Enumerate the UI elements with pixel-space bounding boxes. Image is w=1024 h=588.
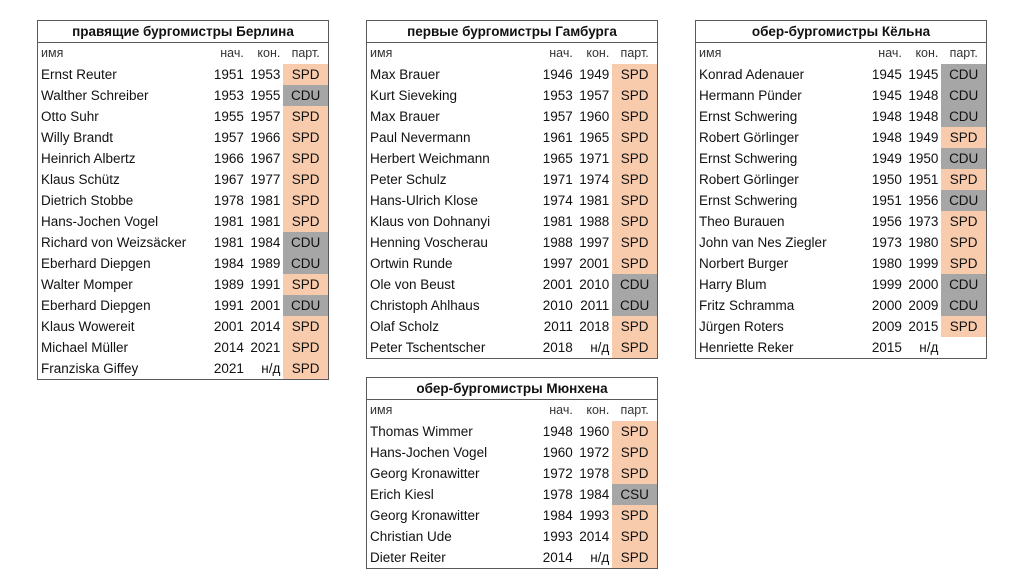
term-end: 2000 [908, 277, 939, 292]
term-start: 1956 [871, 214, 902, 229]
table-row [696, 253, 986, 274]
mayor-name: Willy Brandt [41, 130, 114, 145]
term-start: 1955 [213, 109, 244, 124]
mayor-name: Ole von Beust [370, 277, 455, 292]
mayor-name: John van Nes Ziegler [699, 235, 827, 250]
table-row [696, 337, 986, 358]
term-end: 1971 [579, 151, 610, 166]
party-badge: SPD [612, 211, 657, 232]
title-row [38, 21, 328, 43]
mayor-name: Paul Nevermann [370, 130, 471, 145]
party-badge: SPD [941, 211, 986, 232]
table-row [367, 442, 657, 463]
term-start: 2009 [871, 319, 902, 334]
column-header-end: кон. [586, 46, 610, 60]
party-badge: CSU [612, 484, 657, 505]
term-end: 1967 [250, 151, 281, 166]
party-badge: SPD [941, 169, 986, 190]
table-row [367, 211, 657, 232]
mayor-name: Walther Schreiber [41, 88, 149, 103]
mayor-name: Peter Tschentscher [370, 340, 486, 355]
party-badge: CDU [283, 85, 328, 106]
term-start: 2015 [871, 340, 902, 355]
table-row [696, 211, 986, 232]
mayor-name: Henning Voscherau [370, 235, 488, 250]
term-start: 2000 [871, 298, 902, 313]
table-row [367, 421, 657, 442]
term-start: 1948 [871, 109, 902, 124]
mayor-name: Klaus Schütz [41, 172, 120, 187]
term-start: 1997 [542, 256, 573, 271]
table-row [696, 85, 986, 106]
term-end: 1984 [250, 235, 281, 250]
term-start: 2014 [213, 340, 244, 355]
mayor-name: Kurt Sieveking [370, 88, 458, 103]
table-row [38, 127, 328, 148]
table-row [367, 190, 657, 211]
term-start: 1973 [871, 235, 902, 250]
party-badge: CDU [283, 253, 328, 274]
party-badge: CDU [612, 295, 657, 316]
term-start: 1993 [542, 529, 573, 544]
table-title: обер-бургомистры Кёльна [696, 21, 986, 43]
table-row [696, 190, 986, 211]
table-koeln [695, 20, 987, 359]
mayor-name: Eberhard Diepgen [41, 298, 151, 313]
term-end: 1948 [908, 109, 939, 124]
mayor-name: Peter Schulz [370, 172, 447, 187]
term-start: 1965 [542, 151, 573, 166]
table-row [696, 106, 986, 127]
term-start: 1948 [871, 130, 902, 145]
term-start: 2010 [542, 298, 573, 313]
column-header-party: парт. [620, 403, 649, 417]
term-end: 2011 [580, 298, 610, 313]
table-row [38, 211, 328, 232]
party-badge: CDU [612, 274, 657, 295]
term-end: 1949 [908, 130, 939, 145]
party-badge: CDU [941, 295, 986, 316]
mayor-name: Thomas Wimmer [370, 424, 473, 439]
party-badge: SPD [612, 148, 657, 169]
term-end: 1999 [908, 256, 939, 271]
title-row [696, 21, 986, 43]
mayors-table [367, 21, 657, 358]
party-badge [941, 337, 986, 358]
mayor-name: Konrad Adenauer [699, 67, 805, 82]
table-hamburg [366, 20, 658, 359]
term-end: 2014 [579, 529, 610, 544]
term-start: 2001 [542, 277, 573, 292]
term-end: 1957 [579, 88, 610, 103]
column-header-party: парт. [620, 46, 649, 60]
mayor-name: Dieter Reiter [370, 550, 446, 565]
party-badge: SPD [283, 64, 328, 85]
table-row [367, 148, 657, 169]
term-start: 1953 [213, 88, 244, 103]
term-end: 1991 [250, 277, 281, 292]
party-badge: SPD [612, 463, 657, 484]
party-badge: SPD [612, 169, 657, 190]
party-badge: CDU [941, 274, 986, 295]
term-start: 1974 [542, 193, 573, 208]
term-start: 1988 [542, 235, 573, 250]
mayor-name: Ernst Schwering [699, 109, 798, 124]
term-start: 2011 [543, 319, 573, 334]
term-end: 1949 [579, 67, 610, 82]
table-row [367, 64, 657, 85]
term-end: 1977 [250, 172, 281, 187]
term-end: н/д [919, 340, 939, 355]
term-start: 1981 [213, 214, 244, 229]
mayor-name: Christoph Ahlhaus [370, 298, 480, 313]
party-badge: SPD [283, 337, 328, 358]
term-end: 1997 [579, 235, 610, 250]
term-start: 1984 [213, 256, 244, 271]
party-badge: SPD [941, 253, 986, 274]
term-start: 1991 [213, 298, 244, 313]
column-header-start: нач. [549, 403, 573, 417]
column-header-end: кон. [586, 403, 610, 417]
mayor-name: Fritz Schramma [699, 298, 795, 313]
term-end: 1984 [579, 487, 610, 502]
table-row [367, 253, 657, 274]
column-header-start: нач. [220, 46, 244, 60]
term-start: 1953 [542, 88, 573, 103]
term-start: 2001 [213, 319, 244, 334]
term-end: н/д [590, 550, 610, 565]
party-badge: CDU [941, 85, 986, 106]
term-end: 2015 [908, 319, 939, 334]
mayor-name: Robert Görlinger [699, 130, 799, 145]
party-badge: CDU [941, 64, 986, 85]
table-row [367, 484, 657, 505]
term-end: 2018 [579, 319, 610, 334]
table-row [38, 148, 328, 169]
term-start: 2014 [542, 550, 573, 565]
term-end: 1955 [250, 88, 281, 103]
term-end: 1989 [250, 256, 281, 271]
mayor-name: Richard von Weizsäcker [41, 235, 187, 250]
term-start: 1957 [213, 130, 244, 145]
table-row [367, 463, 657, 484]
party-badge: CDU [283, 232, 328, 253]
mayor-name: Heinrich Albertz [41, 151, 136, 166]
mayor-name: Harry Blum [699, 277, 767, 292]
table-row [696, 148, 986, 169]
term-end: н/д [590, 340, 610, 355]
party-badge: SPD [283, 148, 328, 169]
term-end: 1966 [250, 130, 281, 145]
term-end: 2009 [908, 298, 939, 313]
term-end: 1993 [579, 508, 610, 523]
table-row [38, 358, 328, 379]
party-badge: CDU [941, 190, 986, 211]
mayor-name: Ernst Reuter [41, 67, 117, 82]
party-badge: CDU [941, 148, 986, 169]
mayor-name: Walter Momper [41, 277, 133, 292]
header-row [367, 43, 657, 65]
table-row [696, 169, 986, 190]
party-badge: SPD [612, 337, 657, 358]
term-start: 1951 [871, 193, 902, 208]
mayor-name: Georg Kronawitter [370, 466, 480, 481]
term-end: 1981 [579, 193, 610, 208]
mayors-table [38, 21, 328, 379]
term-end: 1974 [579, 172, 610, 187]
term-start: 1980 [871, 256, 902, 271]
term-start: 1999 [871, 277, 902, 292]
term-end: 2001 [579, 256, 610, 271]
title-row [367, 378, 657, 400]
party-badge: SPD [941, 232, 986, 253]
table-row [367, 106, 657, 127]
term-start: 1948 [542, 424, 573, 439]
table-row [367, 295, 657, 316]
term-start: 1966 [213, 151, 244, 166]
table-row [367, 85, 657, 106]
mayor-name: Christian Ude [370, 529, 452, 544]
mayor-name: Otto Suhr [41, 109, 99, 124]
table-row [696, 295, 986, 316]
party-badge: CDU [941, 106, 986, 127]
term-end: 1988 [579, 214, 610, 229]
term-end: 1960 [579, 424, 610, 439]
mayors-table [367, 378, 657, 568]
term-start: 1946 [542, 67, 573, 82]
header-row [367, 400, 657, 422]
mayor-name: Georg Kronawitter [370, 508, 480, 523]
party-badge: SPD [612, 421, 657, 442]
mayor-name: Hans-Jochen Vogel [41, 214, 159, 229]
table-row [696, 64, 986, 85]
table-row [367, 169, 657, 190]
term-start: 1984 [542, 508, 573, 523]
party-badge: SPD [612, 316, 657, 337]
mayor-name: Theo Burauen [699, 214, 785, 229]
term-end: 2001 [250, 298, 281, 313]
term-end: 2010 [579, 277, 610, 292]
party-badge: SPD [612, 64, 657, 85]
term-end: 2021 [250, 340, 281, 355]
term-end: 1973 [908, 214, 939, 229]
table-row [367, 526, 657, 547]
mayor-name: Jürgen Roters [699, 319, 784, 334]
table-row [696, 127, 986, 148]
term-end: 1950 [908, 151, 939, 166]
term-start: 1967 [213, 172, 244, 187]
mayor-name: Ortwin Runde [370, 256, 453, 271]
mayor-name: Klaus Wowereit [41, 319, 135, 334]
mayor-name: Eberhard Diepgen [41, 256, 151, 271]
term-end: 1965 [579, 130, 610, 145]
mayors-table [696, 21, 986, 358]
table-row [696, 316, 986, 337]
table-row [696, 274, 986, 295]
column-header-end: кон. [915, 46, 939, 60]
party-badge: SPD [612, 106, 657, 127]
term-end: 1980 [908, 235, 939, 250]
table-row [367, 547, 657, 568]
party-badge: SPD [283, 169, 328, 190]
mayor-name: Robert Görlinger [699, 172, 799, 187]
table-title: обер-бургомистры Мюнхена [367, 378, 657, 400]
mayor-name: Dietrich Stobbe [41, 193, 134, 208]
party-badge: SPD [612, 547, 657, 568]
table-row [38, 316, 328, 337]
title-row [367, 21, 657, 43]
column-header-party: парт. [949, 46, 978, 60]
term-start: 1978 [542, 487, 573, 502]
table-row [38, 274, 328, 295]
header-row [696, 43, 986, 65]
mayor-name: Michael Müller [41, 340, 129, 355]
party-badge: SPD [612, 253, 657, 274]
term-end: н/д [261, 361, 281, 376]
table-row [38, 85, 328, 106]
table-row [38, 190, 328, 211]
table-row [367, 232, 657, 253]
party-badge: SPD [612, 505, 657, 526]
table-muenchen [366, 377, 658, 569]
table-row [367, 316, 657, 337]
party-badge: CDU [283, 295, 328, 316]
mayor-name: Erich Kiesl [370, 487, 434, 502]
term-start: 1945 [871, 88, 902, 103]
table-row [38, 169, 328, 190]
term-start: 1957 [542, 109, 573, 124]
table-row [38, 337, 328, 358]
table-row [367, 274, 657, 295]
term-end: 2014 [250, 319, 281, 334]
party-badge: SPD [283, 211, 328, 232]
table-row [367, 337, 657, 358]
term-end: 1960 [579, 109, 610, 124]
term-start: 1949 [871, 151, 902, 166]
column-header-name: имя [41, 46, 64, 60]
table-row [367, 505, 657, 526]
term-end: 1945 [908, 67, 939, 82]
term-start: 1950 [871, 172, 902, 187]
term-start: 2018 [542, 340, 573, 355]
party-badge: SPD [941, 127, 986, 148]
table-row [38, 295, 328, 316]
term-end: 1981 [250, 193, 281, 208]
mayor-name: Franziska Giffey [41, 361, 139, 376]
mayor-name: Klaus von Dohnanyi [370, 214, 491, 229]
table-berlin [37, 20, 329, 380]
term-start: 1961 [542, 130, 573, 145]
term-end: 1953 [250, 67, 281, 82]
party-badge: SPD [283, 358, 328, 379]
term-start: 1972 [542, 466, 573, 481]
mayor-name: Max Brauer [370, 109, 440, 124]
term-end: 1981 [250, 214, 281, 229]
party-badge: SPD [283, 316, 328, 337]
term-start: 1978 [213, 193, 244, 208]
table-row [367, 127, 657, 148]
column-header-end: кон. [257, 46, 281, 60]
term-start: 1945 [871, 67, 902, 82]
party-badge: SPD [941, 316, 986, 337]
term-end: 1978 [579, 466, 610, 481]
table-row [696, 232, 986, 253]
table-row [38, 232, 328, 253]
term-start: 1960 [542, 445, 573, 460]
mayor-name: Hans-Jochen Vogel [370, 445, 488, 460]
column-header-start: нач. [878, 46, 902, 60]
column-header-name: имя [370, 403, 393, 417]
party-badge: SPD [612, 526, 657, 547]
term-end: 1956 [908, 193, 939, 208]
term-end: 1948 [908, 88, 939, 103]
mayor-name: Henriette Reker [699, 340, 794, 355]
mayor-name: Ernst Schwering [699, 193, 798, 208]
party-badge: SPD [283, 127, 328, 148]
mayor-name: Norbert Burger [699, 256, 789, 271]
term-end: 1957 [250, 109, 281, 124]
mayor-name: Olaf Scholz [370, 319, 440, 334]
table-title: правящие бургомистры Берлина [38, 21, 328, 43]
term-start: 1989 [213, 277, 244, 292]
mayor-name: Max Brauer [370, 67, 440, 82]
party-badge: SPD [612, 190, 657, 211]
party-badge: SPD [283, 106, 328, 127]
term-end: 1951 [908, 172, 939, 187]
term-start: 1981 [213, 235, 244, 250]
header-row [38, 43, 328, 65]
term-start: 1971 [542, 172, 573, 187]
term-start: 2021 [213, 361, 244, 376]
party-badge: SPD [612, 85, 657, 106]
party-badge: SPD [283, 190, 328, 211]
table-row [38, 106, 328, 127]
column-header-name: имя [370, 46, 393, 60]
mayor-name: Ernst Schwering [699, 151, 798, 166]
column-header-start: нач. [549, 46, 573, 60]
party-badge: SPD [612, 232, 657, 253]
table-row [38, 64, 328, 85]
mayor-name: Hermann Pünder [699, 88, 802, 103]
mayor-name: Hans-Ulrich Klose [370, 193, 479, 208]
term-start: 1951 [213, 67, 244, 82]
table-title: первые бургомистры Гамбурга [367, 21, 657, 43]
term-end: 1972 [579, 445, 610, 460]
party-badge: SPD [612, 127, 657, 148]
column-header-party: парт. [291, 46, 320, 60]
table-row [38, 253, 328, 274]
term-start: 1981 [542, 214, 573, 229]
party-badge: SPD [612, 442, 657, 463]
column-header-name: имя [699, 46, 722, 60]
mayor-name: Herbert Weichmann [370, 151, 490, 166]
party-badge: SPD [283, 274, 328, 295]
